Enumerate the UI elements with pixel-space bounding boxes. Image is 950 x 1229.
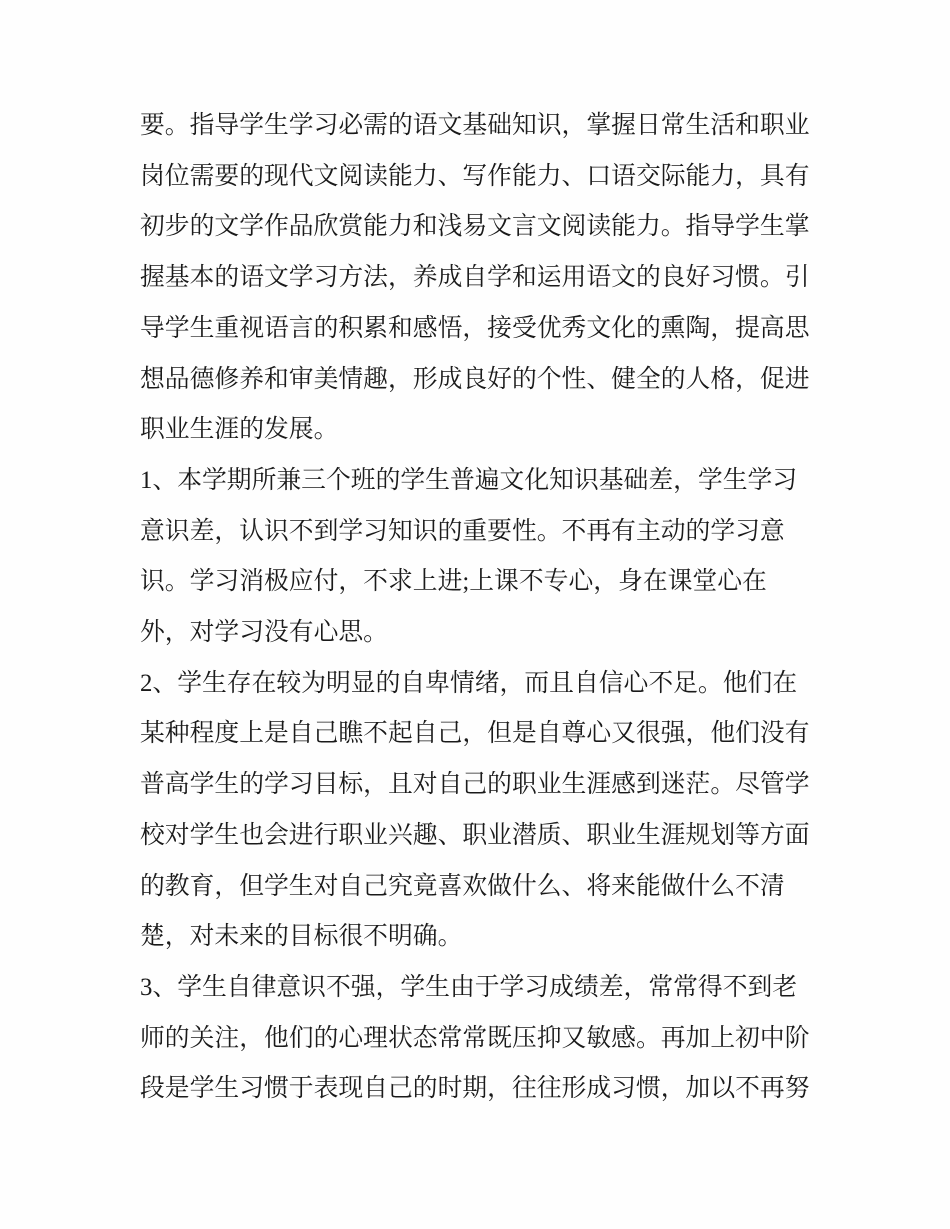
text-line: 初步的文学作品欣赏能力和浅易文言文阅读能力。指导学生掌 — [140, 213, 810, 241]
text-line: 想品德修养和审美情趣，形成良好的个性、健全的人格，促进 — [140, 365, 810, 393]
text-line: 某种程度上是自己瞧不起自己，但是自尊心又很强，他们没有 — [140, 720, 810, 748]
text-line: 普高学生的学习目标，且对自己的职业生涯感到迷茫。尽管学 — [140, 771, 810, 799]
text-line: 握基本的语文学习方法，养成自学和运用语文的良好习惯。引 — [140, 264, 810, 292]
text-line: 意识差，认识不到学习知识的重要性。不再有主动的学习意 — [140, 517, 785, 545]
text-line: 的教育，但学生对自己究竟喜欢做什么、将来能做什么不清 — [140, 872, 785, 900]
text-line: 师的关注，他们的心理状态常常既压抑又敏感。再加上初中阶 — [140, 1024, 810, 1052]
text-line: 楚，对未来的目标很不明确。 — [140, 923, 463, 951]
text-line: 2、学生存在较为明显的自卑情绪，而且自信心不足。他们在 — [140, 669, 798, 697]
text-line: 外，对学习没有心思。 — [140, 619, 388, 647]
document-text — [140, 101, 830, 1115]
text-line: 要。指导学生学习必需的语文基础知识，掌握日常生活和职业 — [140, 112, 810, 139]
text-line: 识。学习消极应付，不求上进;上课不专心，身在课堂心在 — [140, 568, 767, 596]
paragraph-item-2 — [140, 659, 830, 963]
text-line: 导学生重视语言的积累和感悟，接受优秀文化的熏陶，提高思 — [140, 314, 810, 342]
paragraph-intro — [140, 101, 830, 456]
paragraph-item-3 — [140, 963, 830, 1115]
paragraph-item-1 — [140, 456, 830, 659]
text-line: 3、学生自律意识不强，学生由于学习成绩差，常常得不到老 — [140, 973, 798, 1001]
text-line: 校对学生也会进行职业兴趣、职业潜质、职业生涯规划等方面 — [140, 821, 810, 849]
text-line: 1、本学期所兼三个班的学生普遍文化知识基础差，学生学习 — [140, 466, 798, 494]
text-line: 段是学生习惯于表现自己的时期，往往形成习惯，加以不再努 — [140, 1075, 810, 1103]
text-line: 岗位需要的现代文阅读能力、写作能力、口语交际能力，具有 — [140, 162, 810, 190]
text-line: 职业生涯的发展。 — [140, 416, 339, 444]
